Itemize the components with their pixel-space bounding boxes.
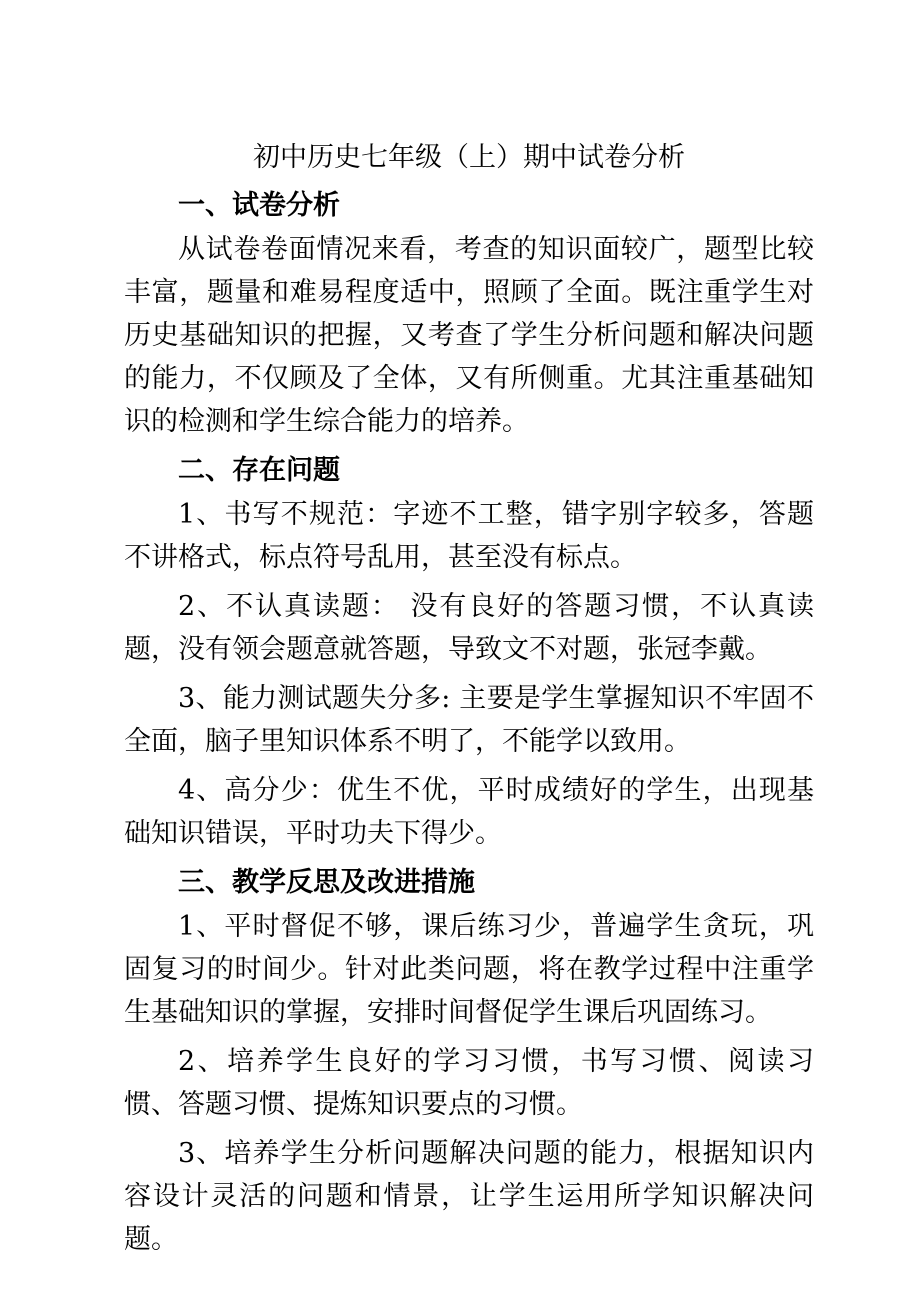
paragraph: 1、平时督促不够，课后练习少，普遍学生贪玩，巩固复习的时间少。针对此类问题，将在教学过程中注重学生基础知识的掌握，安排时间督促学生课后巩固练习。 [124, 911, 814, 1028]
paragraph: 从试卷卷面情况来看，考查的知识面较广，题型比较丰富，题量和难易程度适中，照顾了全面。既注重学生对历史基础知识的把握，又考查了学生分析问题和解决问题的能力，不仅顾及了全体，又有所侧重。尤其注重基础知识的检测和学生综合能力的培养。 [124, 234, 814, 437]
paragraph: 3、能力测试题失分多: 主要是学生掌握知识不牢固不全面，脑子里知识体系不明了，不能学以致用。 [124, 683, 814, 757]
paragraph: 4、高分少：优生不优，平时成绩好的学生，出现基础知识错误，平时功夫下得少。 [124, 775, 814, 849]
section-heading-problems: 二、存在问题 [178, 455, 340, 486]
document-title: 初中历史七年级（上）期中试卷分析 [253, 142, 685, 173]
paragraph: 2、不认真读题： 没有良好的答题习惯，不认真读题，没有领会题意就答题，导致文不对题，张冠李戴。 [124, 591, 814, 665]
section-heading-reflection: 三、教学反思及改进措施 [178, 867, 475, 898]
document-body [124, 136, 814, 1261]
paragraph: 1、书写不规范：字迹不工整，错字别字较多，答题不讲格式，标点符号乱用，甚至没有标点。 [124, 499, 814, 573]
paragraph: 3、培养学生分析问题解决问题的能力，根据知识内容设计灵活的问题和情景，让学生运用所学知识解决问题。 [124, 1138, 814, 1255]
paragraph: 2、培养学生良好的学习习惯，书写习惯、阅读习惯、答题习惯、提炼知识要点的习惯。 [124, 1046, 814, 1120]
section-heading-analysis: 一、试卷分析 [178, 190, 340, 221]
